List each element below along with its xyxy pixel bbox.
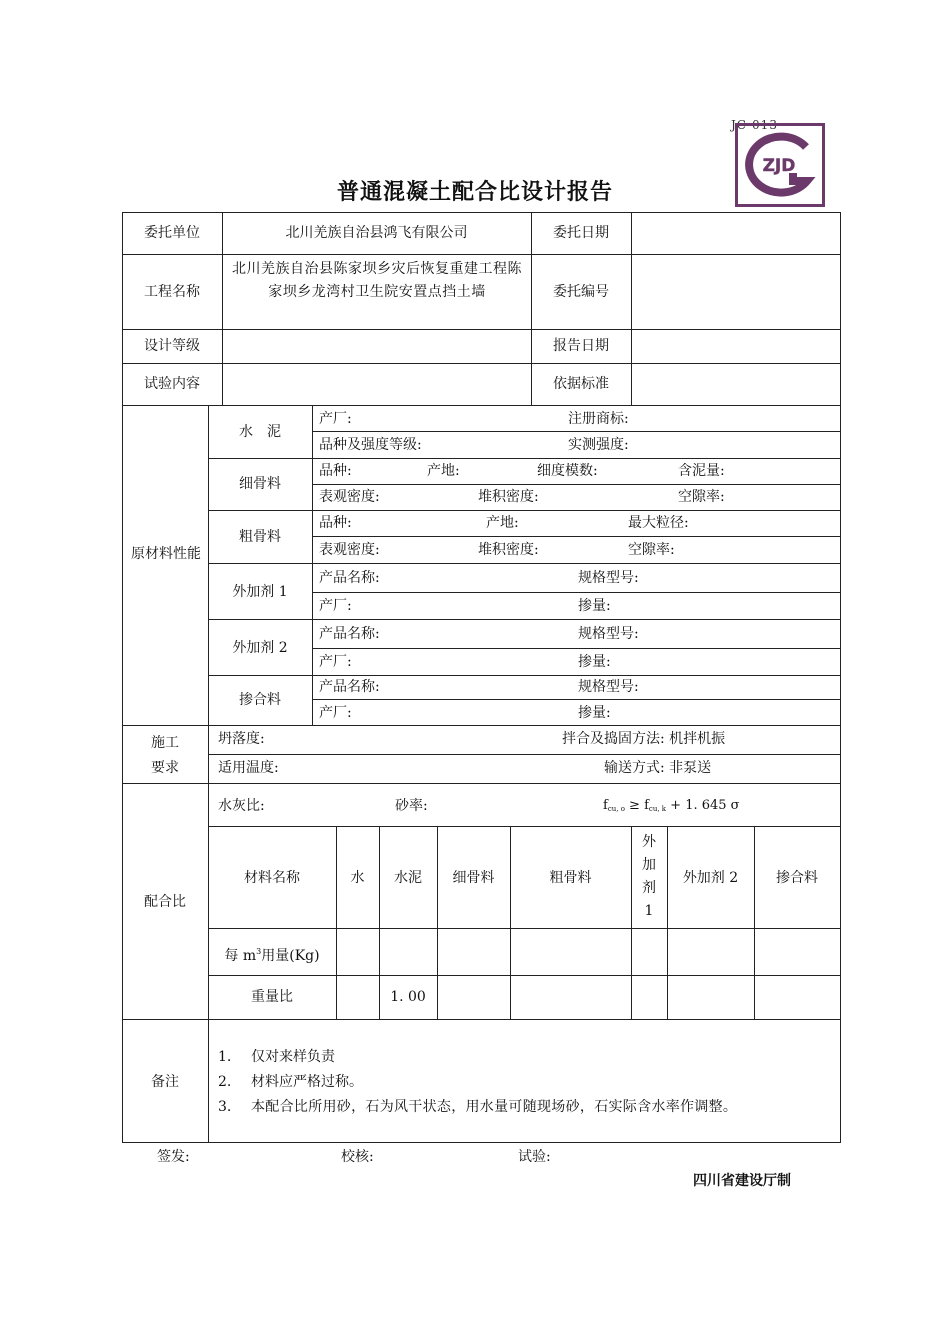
report-date-label: 报告日期 [553, 338, 609, 354]
additive-label: 掺合料 [239, 692, 281, 708]
fine-variety: 品种: [319, 463, 352, 479]
notes-label: 备注 [151, 1074, 179, 1090]
number-label: 委托编号 [553, 284, 609, 300]
note-1: 仅对来样负责 [251, 1049, 335, 1065]
col-admix1: 外 加 剂 1 [642, 834, 656, 919]
construction-label-2: 要求 [151, 760, 179, 776]
admix2-spec: 规格型号: [578, 626, 639, 642]
coarse-origin: 产地: [486, 515, 519, 531]
coarse-apparent: 表观密度: [319, 542, 380, 558]
project-value: 北川羌族自治县陈家坝乡灾后恢复重建工程陈家坝乡龙湾村卫生院安置点挡土墙 [232, 261, 522, 300]
col-admix2: 外加剂 2 [682, 870, 739, 886]
col-water: 水 [350, 870, 365, 886]
admix2-product: 产品名称: [319, 626, 380, 642]
row-usage-label: 每 $m^3$用量(Kg) [224, 947, 320, 964]
grade-label: 设计等级 [144, 338, 200, 354]
standard-label: 依据标准 [553, 376, 609, 392]
fine-apparent: 表观密度: [319, 489, 380, 505]
col-cement: 水泥 [394, 870, 422, 886]
admix2-manufacturer: 产厂: [319, 654, 352, 670]
fine-label: 细骨料 [239, 476, 281, 492]
admix1-manufacturer: 产厂: [319, 598, 352, 614]
additive-manufacturer: 产厂: [319, 705, 352, 721]
cement-measured: 实测强度: [568, 437, 629, 453]
mixing-method: 拌合及捣固方法: 机拌机振 [562, 731, 726, 747]
note-2: 材料应严格过称。 [251, 1074, 363, 1090]
coarse-max-size: 最大粒径: [628, 515, 689, 531]
transport: 输送方式: 非泵送 [604, 760, 712, 776]
note-2-num: 2. [218, 1074, 232, 1090]
coarse-label: 粗骨料 [239, 529, 281, 545]
fine-origin: 产地: [427, 463, 460, 479]
cement-manufacturer: 产厂: [319, 411, 352, 427]
sign-review: 校核: [341, 1149, 374, 1165]
client-label: 委托单位 [144, 225, 200, 241]
sign-issue: 签发: [157, 1149, 190, 1165]
maker: 四川省建设厅制 [693, 1173, 791, 1189]
admix1-dosage: 掺量: [578, 598, 611, 614]
note-1-num: 1. [218, 1049, 232, 1065]
admix1-product: 产品名称: [319, 570, 380, 586]
admix2-dosage: 掺量: [578, 654, 611, 670]
additive-dosage: 掺量: [578, 705, 611, 721]
materials-label: 原材料性能 [131, 546, 201, 562]
row-weight-label: 重量比 [251, 989, 293, 1005]
mix-label: 配合比 [144, 894, 186, 910]
col-additive: 掺合料 [776, 870, 818, 886]
sand-ratio: 砂率: [395, 798, 428, 814]
logo-text: ZJD [762, 156, 796, 176]
client-value: 北川羌族自治县鸿飞有限公司 [285, 225, 468, 241]
temperature: 适用温度: [218, 760, 279, 776]
project-label: 工程名称 [144, 284, 200, 300]
coarse-void: 空隙率: [628, 542, 675, 558]
page-title: 普通混凝土配合比设计报告 [336, 180, 613, 205]
wc-ratio: 水灰比: [218, 798, 265, 814]
construction-label-1: 施工 [151, 735, 179, 751]
col-fine: 细骨料 [452, 870, 495, 886]
coarse-variety: 品种: [319, 515, 352, 531]
admix1-spec: 规格型号: [578, 570, 639, 586]
fine-bulk: 堆积密度: [478, 489, 539, 505]
note-3: 本配合比所用砂，石为风干状态，用水量可随现场砂，石实际含水率作调整。 [251, 1099, 738, 1115]
col-material: 材料名称 [244, 870, 300, 886]
date-label: 委托日期 [553, 225, 609, 241]
content-label: 试验内容 [144, 376, 200, 392]
admix1-label: 外加剂 1 [232, 584, 288, 600]
col-coarse: 粗骨料 [549, 870, 592, 886]
strength-formula: $f_{cu, o} \ge f_{cu, k} + 1$. 645 σ [603, 798, 740, 813]
fine-mud: 含泥量: [678, 463, 725, 479]
cement-trademark: 注册商标: [568, 411, 629, 427]
sign-test: 试验: [518, 1149, 551, 1165]
coarse-bulk: 堆积密度: [478, 542, 539, 558]
slump: 坍落度: [218, 731, 265, 747]
additive-spec: 规格型号: [578, 679, 639, 695]
fine-fineness: 细度模数: [537, 463, 598, 479]
form-code: JC-013 [731, 118, 778, 132]
cement-ratio: 1. 00 [390, 989, 426, 1005]
admix2-label: 外加剂 2 [232, 640, 288, 656]
fine-void: 空隙率: [678, 489, 725, 505]
cement-label: 水 泥 [239, 424, 281, 440]
additive-product: 产品名称: [319, 679, 380, 695]
note-3-num: 3. [218, 1099, 232, 1115]
cement-grade: 品种及强度等级: [319, 437, 422, 453]
